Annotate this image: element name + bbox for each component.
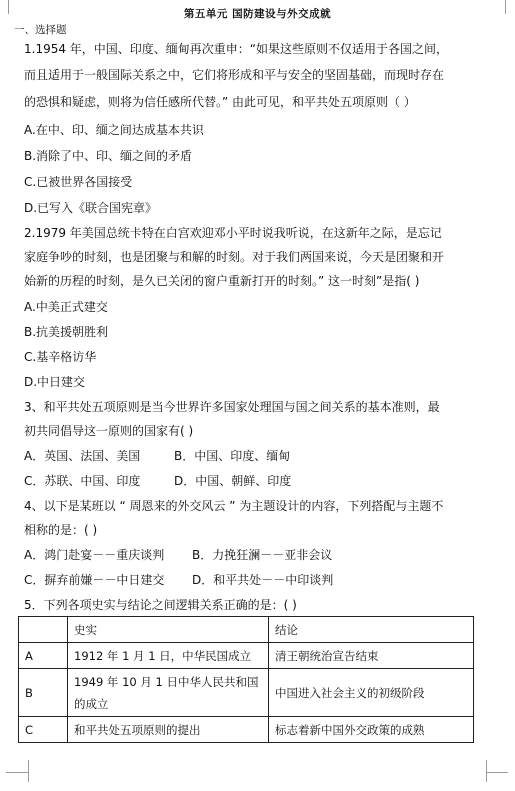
q1-stem-line: 而且适用于一般国际关系之中，它们将形成和平与安全的坚固基础，而现时存在 — [24, 68, 445, 82]
q2-option-b: B.抗美援朝胜利 — [24, 325, 109, 339]
table-header-cell: 史实 — [68, 617, 269, 643]
table-cell: B — [19, 669, 68, 717]
q3-option-c: C．苏联、中国、印度 — [24, 474, 141, 488]
q2-option-a: A.中美正式建交 — [24, 300, 108, 314]
table-cell: A — [19, 643, 68, 669]
table-cell: 中国进入社会主义的初级阶段 — [269, 669, 474, 717]
table-row — [19, 717, 474, 743]
q4-option-b: B．力挽狂澜－－亚非会议 — [192, 548, 333, 562]
table-cell: 和平共处五项原则的提出 — [68, 717, 269, 743]
section-heading: 一、选择题 — [14, 24, 67, 36]
q2-option-c: C.基辛格访华 — [24, 350, 97, 364]
q3-stem-line: 3、和平共处五项原则是当今世界许多国家处理国与国之间关系的基本准则，最 — [24, 400, 440, 414]
q3-option-b: B．中国、印度、缅甸 — [174, 449, 291, 463]
table-row — [19, 669, 474, 717]
q4-option-c: C．摒弃前嫌－－中日建交 — [24, 573, 165, 587]
crop-mark-bottom-left-v — [28, 760, 29, 782]
q3-option-a: A．英国、法国、美国 — [24, 449, 141, 463]
q2-stem-line: 始新的历程的时刻，是久已关闭的窗户重新打开的时刻。” 这一时刻”是指( ) — [24, 274, 420, 288]
q3-option-d: D．中国、朝鲜、印度 — [174, 474, 292, 488]
q5-table — [18, 616, 474, 743]
page-title: 第五单元 国防建设与外交成就 — [183, 8, 332, 20]
q1-stem-line: 1.1954 年，中国、印度、缅甸再次重申：“如果这些原则不仅适用于各国之间， — [24, 42, 449, 56]
table-cell: 1949 年 10 月 1 日中华人民共和国的成立 — [68, 669, 269, 717]
q1-stem-line: 的恐惧和疑虑，则将为信任感所代替。” 由此可见，和平共处五项原则（ ） — [24, 95, 416, 109]
table-cell: 标志着新中国外交政策的成熟 — [269, 717, 474, 743]
crop-mark-bottom-right-h — [486, 772, 508, 773]
q4-stem-line: 4、以下是某班以 “ 周恩来的外交风云 ” 为主题设计的内容，下列搭配与主题不 — [24, 499, 444, 513]
q4-option-d: D．和平共处－－中印谈判 — [192, 573, 334, 587]
q1-option-a: A.在中、印、缅之间达成基本共识 — [24, 123, 204, 137]
q2-stem-line: 2.1979 年美国总统卡特在白宫欢迎邓小平时说我听说，在这新年之际，是忘记 — [24, 226, 442, 240]
table-header-row — [19, 617, 474, 643]
q3-stem-line: 初共同倡导这一原则的国家有( ) — [24, 424, 194, 438]
table-row — [19, 643, 474, 669]
crop-mark-bottom-left-h — [6, 772, 28, 773]
q1-option-c: C.已被世界各国接受 — [24, 175, 133, 189]
table-cell: C — [19, 717, 68, 743]
q2-stem-line: 家庭争吵的时刻，也是团聚与和解的时刻。对于我们两国来说，今天是团聚和开 — [24, 250, 445, 264]
q4-option-a: A．鸿门赴宴－－重庆谈判 — [24, 548, 165, 562]
q4-stem-line: 相称的是：( ) — [24, 523, 98, 537]
table-header-cell — [19, 617, 68, 643]
crop-mark-bottom-right-v — [486, 760, 487, 782]
q1-option-b: B.消除了中、印、缅之间的矛盾 — [24, 149, 193, 163]
q2-option-d: D.中日建交 — [24, 375, 86, 389]
q1-option-d: D.已写入《联合国宪章》 — [24, 201, 158, 215]
table-cell: 清王朝统治宣告结束 — [269, 643, 474, 669]
q5-stem: 5．下列各项史实与结论之间逻辑关系正确的是：( ) — [24, 598, 297, 612]
table-cell: 1912 年 1 月 1 日，中华民国成立 — [68, 643, 269, 669]
table-header-cell: 结论 — [269, 617, 474, 643]
